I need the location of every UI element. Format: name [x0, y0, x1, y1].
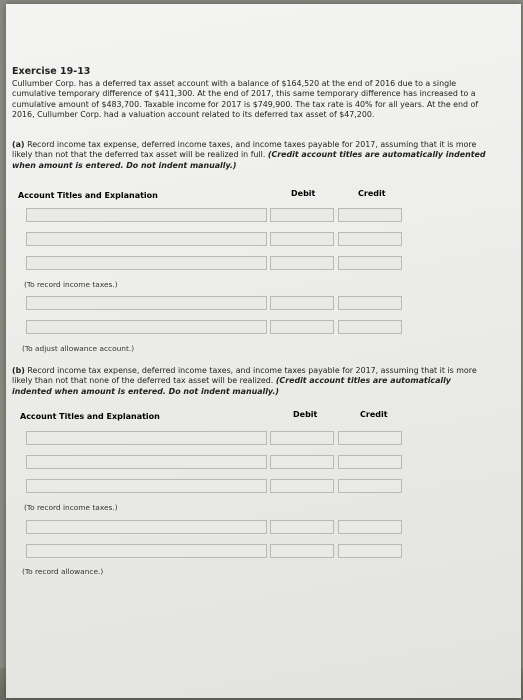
part-a-debit-input-1[interactable] — [270, 208, 334, 222]
part-b-question — [12, 366, 490, 397]
part-a-header-credit: Credit — [358, 189, 386, 198]
part-b-header-account: Account Titles and Explanation — [20, 412, 160, 421]
part-b-account-input-1[interactable] — [26, 431, 267, 445]
part-b-label: (b) — [12, 366, 25, 375]
part-b-debit-input-3[interactable] — [270, 479, 334, 493]
part-b-text: Record income tax expense, deferred income taxes, and income taxes payable for 2017, assuming that it is more likely than not that none of the deferred tax asset will be realized. — [12, 366, 477, 386]
part-a-credit-input-3[interactable] — [338, 256, 402, 270]
part-b-instruction: (Credit account titles are automatically indented when amount is entered. Do not indent manually.) — [12, 376, 451, 396]
part-a-note-allowance: (To adjust allowance account.) — [22, 344, 135, 353]
part-a-header-account: Account Titles and Explanation — [18, 191, 158, 200]
part-b-account-input-2[interactable] — [26, 455, 267, 469]
part-a-credit-input-4[interactable] — [338, 296, 402, 310]
part-a-header-debit: Debit — [291, 189, 316, 198]
part-a-credit-input-5[interactable] — [338, 320, 402, 334]
part-a-debit-input-5[interactable] — [270, 320, 334, 334]
part-b-credit-input-1[interactable] — [338, 431, 402, 445]
part-a-account-input-3[interactable] — [26, 256, 267, 270]
part-a-account-input-4[interactable] — [26, 296, 267, 310]
part-a-instruction: (Credit account titles are automatically indented when amount is entered. Do not indent manually.) — [12, 150, 486, 170]
part-b-account-input-4[interactable] — [26, 520, 267, 534]
exercise-body: Cullumber Corp. has a deferred tax asset account with a balance of $164,520 at the end of 2016 due to a single cumulative temporary difference of $411,300. At the end of 2017, this same temporary difference has increased to a cumulative amount of $483,700. Taxable income for 2017 is $749,900. The tax rate is 40% for all years. At the end of 2016, Cullumber Corp. had a valuation account related to its deferred tax asset of $47,200. — [12, 79, 479, 119]
part-a-note-income-taxes: (To record income taxes.) — [24, 280, 118, 289]
part-a-text: Record income tax expense, deferred income taxes, and income taxes payable for 2017, assuming that it is more likely than not that the deferred tax asset will be realized in full. — [12, 140, 477, 160]
part-b-debit-input-5[interactable] — [270, 544, 334, 558]
part-b-debit-input-2[interactable] — [270, 455, 334, 469]
part-a-credit-input-2[interactable] — [338, 232, 402, 246]
part-b-debit-input-1[interactable] — [270, 431, 334, 445]
part-a-account-input-1[interactable] — [26, 208, 267, 222]
part-a-credit-input-1[interactable] — [338, 208, 402, 222]
part-b-credit-input-2[interactable] — [338, 455, 402, 469]
part-a-account-input-5[interactable] — [26, 320, 267, 334]
part-b-header-credit: Credit — [360, 410, 388, 419]
part-b-note-income-taxes: (To record income taxes.) — [24, 503, 118, 512]
part-b-credit-input-3[interactable] — [338, 479, 402, 493]
part-a-account-input-2[interactable] — [26, 232, 267, 246]
part-a-debit-input-3[interactable] — [270, 256, 334, 270]
part-b-debit-input-4[interactable] — [270, 520, 334, 534]
part-a-debit-input-4[interactable] — [270, 296, 334, 310]
exercise-content — [12, 66, 490, 120]
exercise-title: Exercise 19-13 — [12, 66, 91, 77]
part-b-credit-input-5[interactable] — [338, 544, 402, 558]
part-b-credit-input-4[interactable] — [338, 520, 402, 534]
part-a-label: (a) — [12, 140, 25, 149]
part-b-header-debit: Debit — [293, 410, 318, 419]
part-a-debit-input-2[interactable] — [270, 232, 334, 246]
part-a-question — [12, 140, 490, 171]
part-b-note-allowance: (To record allowance.) — [22, 567, 104, 576]
part-b-account-input-5[interactable] — [26, 544, 267, 558]
part-b-account-input-3[interactable] — [26, 479, 267, 493]
